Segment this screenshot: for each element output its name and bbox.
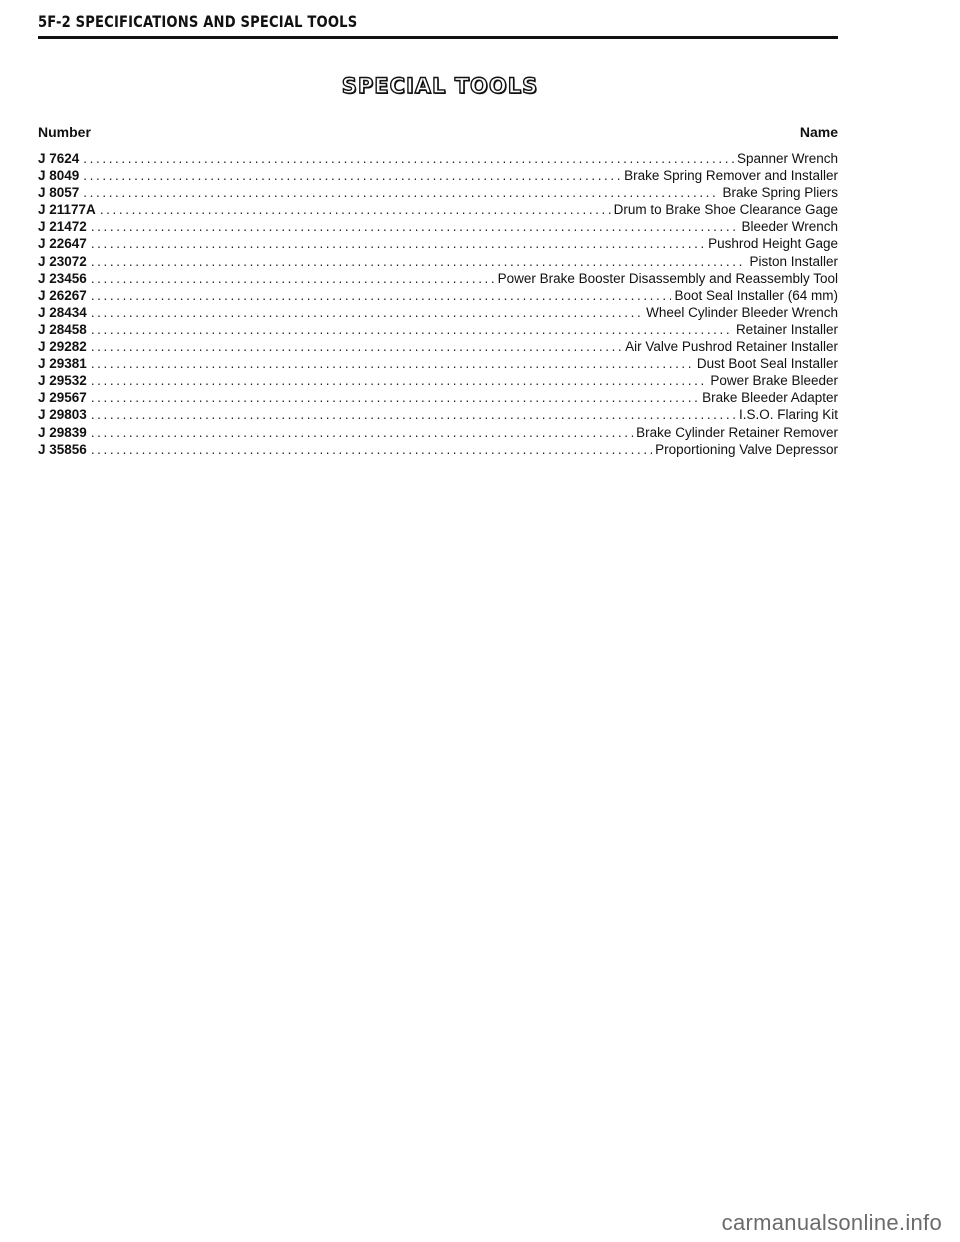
tool-row (38, 270, 838, 287)
tool-name: Power Brake Booster Disassembly and Reassembly Tool (497, 270, 838, 286)
tool-name: Brake Spring Remover and Installer (624, 168, 838, 184)
tool-name: I.S.O. Flaring Kit (738, 407, 838, 423)
column-header-number: Number (38, 124, 91, 140)
dot-leader (91, 253, 747, 270)
tool-row (38, 441, 838, 458)
dot-leader (83, 167, 621, 184)
dot-leader (91, 287, 672, 304)
tool-row (38, 355, 838, 372)
tool-row (38, 218, 838, 235)
tool-number: J 26267 (38, 287, 87, 303)
tool-name: Brake Spring Pliers (722, 185, 838, 201)
dot-leader (91, 338, 622, 355)
dot-leader (91, 270, 495, 287)
tool-row (38, 184, 838, 201)
tool-number: J 8049 (38, 168, 80, 184)
section-title: SPECIAL TOOLS (341, 74, 539, 98)
dot-leader (91, 372, 708, 389)
dot-leader (91, 406, 736, 423)
tool-number: J 29282 (38, 339, 87, 355)
tool-name: Drum to Brake Shoe Clearance Gage (613, 202, 838, 218)
tool-row (38, 304, 838, 321)
tool-number: J 29803 (38, 407, 87, 423)
tool-number: J 7624 (38, 151, 80, 166)
column-header-name: Name (799, 124, 838, 140)
tool-number: J 22647 (38, 236, 87, 252)
header-rule (38, 36, 838, 39)
dot-leader (91, 424, 633, 441)
tool-name: Power Brake Bleeder (710, 373, 838, 389)
tool-number: J 29567 (38, 390, 87, 406)
tool-list (38, 150, 838, 458)
tool-number: J 29532 (38, 373, 87, 389)
tool-number: J 29839 (38, 424, 87, 440)
tool-row (38, 150, 838, 167)
dot-leader (91, 441, 652, 458)
dot-leader (83, 184, 719, 201)
tool-name: Brake Bleeder Adapter (702, 390, 838, 406)
page-header (38, 12, 838, 31)
tool-name: Retainer Installer (735, 321, 838, 337)
dot-leader (91, 389, 699, 406)
page-header-title: 5F-2 SPECIFICATIONS AND SPECIAL TOOLS (38, 12, 358, 31)
tool-name: Piston Installer (749, 253, 838, 269)
column-headers (38, 124, 838, 144)
tool-name: Bleeder Wrench (741, 219, 838, 235)
dot-leader (91, 218, 739, 235)
tool-name: Air Valve Pushrod Retainer Installer (625, 339, 838, 355)
tool-row (38, 406, 838, 423)
tool-row (38, 424, 838, 441)
tool-name: Boot Seal Installer (64 mm) (674, 287, 838, 303)
tool-number: J 21177A (38, 202, 96, 218)
dot-leader (91, 321, 733, 338)
tool-row (38, 321, 838, 338)
dot-leader (100, 201, 611, 218)
tool-name: Spanner Wrench (736, 151, 838, 166)
tool-number: J 23456 (38, 270, 87, 286)
tool-row (38, 338, 838, 355)
tool-name: Proportioning Valve Depressor (655, 441, 838, 457)
tool-row (38, 201, 838, 218)
tool-number: J 28434 (38, 304, 87, 320)
tool-name: Pushrod Height Gage (708, 236, 838, 252)
tool-row (38, 389, 838, 406)
tool-row (38, 372, 838, 389)
tool-name: Brake Cylinder Retainer Remover (636, 424, 838, 440)
tool-number: J 28458 (38, 321, 87, 337)
dot-leader (91, 235, 705, 252)
tool-row (38, 287, 838, 304)
watermark: carmanualsonline.info (721, 1210, 942, 1235)
dot-leader (83, 150, 734, 167)
dot-leader (91, 304, 643, 321)
tool-row (38, 167, 838, 184)
dot-leader (91, 355, 694, 372)
tool-row (38, 235, 838, 252)
tool-name: Dust Boot Seal Installer (696, 356, 838, 372)
tool-name: Wheel Cylinder Bleeder Wrench (646, 304, 838, 320)
tool-number: J 23072 (38, 253, 87, 269)
tool-number: J 8057 (38, 185, 80, 201)
tool-number: J 35856 (38, 441, 87, 457)
tool-number: J 29381 (38, 356, 87, 372)
tool-row (38, 253, 838, 270)
tool-number: J 21472 (38, 219, 87, 235)
